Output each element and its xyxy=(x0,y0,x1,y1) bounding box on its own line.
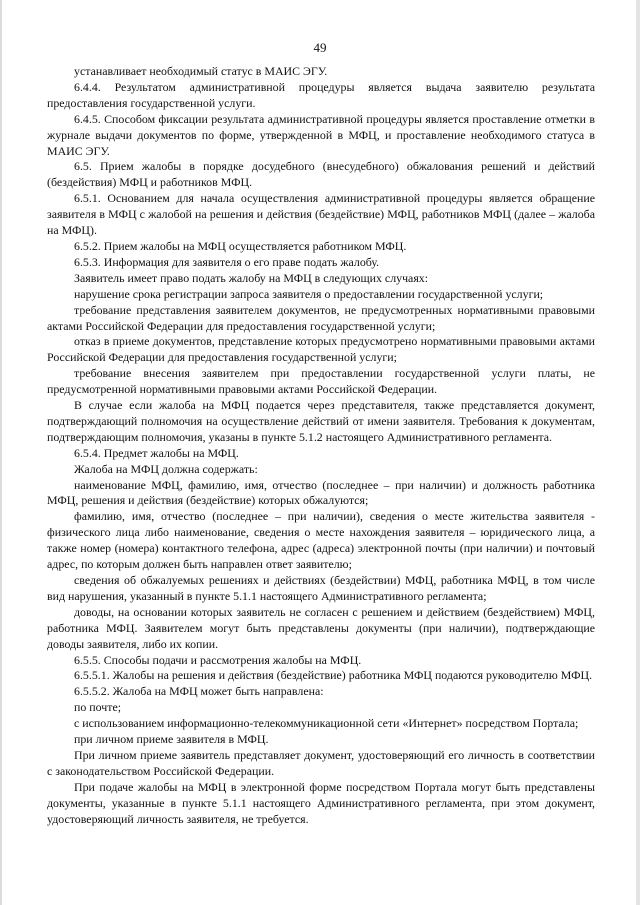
paragraph: 6.5.1. Основанием для начала осуществления административной процедуры является обращение заявителя в МФЦ с жалобой на решения и действия (бездействие) МФЦ, работников МФЦ (далее – жалоба на МФЦ). xyxy=(47,191,595,238)
paragraph: требование внесения заявителем при предоставлении государственной услуги платы, не предусмотренной нормативными правовыми актами Российской Федерации. xyxy=(47,366,595,397)
paragraph: 6.5.4. Предмет жалобы на МФЦ. xyxy=(74,445,239,460)
paragraph: При подаче жалобы на МФЦ в электронной форме посредством Портала могут быть представлены документы, указанные в пункте 5.1.1 настоящего Административного регламента, при этом документ, удостоверяющий личность заявителя, не требуется. xyxy=(47,779,595,826)
paragraph: 6.5.5.2. Жалоба на МФЦ может быть направлена: xyxy=(74,684,324,699)
paragraph: 6.4.5. Способом фиксации результата административной процедуры является проставление отметки в журнале выдачи документов по форме, утвержденной в МФЦ, и проставление необходимого статуса в МАИС ЭГУ. xyxy=(47,111,595,158)
paragraph: наименование МФЦ, фамилию, имя, отчество (последнее – при наличии) и должность работника МФЦ, решения и действия (бездействие) которых обжалуются; xyxy=(47,477,595,508)
paragraph: 6.5.5.1. Жалобы на решения и действия (бездействие) работника МФЦ подаются руководителю МФЦ. xyxy=(74,668,593,683)
paragraph: сведения об обжалуемых решениях и действиях (бездействии) МФЦ, работника МФЦ, в том числе вид нарушения, указанный в пункте 5.1.1 настоящего Административного регламента; xyxy=(47,573,595,603)
paragraph: фамилию, имя, отчество (последнее – при наличии), сведения о месте жительства заявителя - физического лица либо наименование, сведения о месте нахождения заявителя – юридического лица, а также номер (номера) контактного телефона, адрес (адреса) электронной почты (при наличии) и почтовый адрес, по которым должен быть направлен ответ заявителю; xyxy=(47,509,595,572)
paragraph: по почте; xyxy=(74,700,122,715)
paragraph: отказ в приеме документов, представление которых предусмотрено нормативными правовыми актами Российской Федерации для предоставления государственной услуги; xyxy=(47,334,595,365)
paragraph: При личном приеме заявитель представляет документ, удостоверяющий его личность в соответствии с законодательством Российской Федерации. xyxy=(47,747,595,778)
paragraph: нарушение срока регистрации запроса заявителя о предоставлении государственной услуги; xyxy=(74,286,544,301)
paragraph: Жалоба на МФЦ должна содержать: xyxy=(74,461,258,476)
paragraph: Заявитель имеет право подать жалобу на МФЦ в следующих случаях: xyxy=(74,270,429,285)
paragraph: при личном приеме заявителя в МФЦ. xyxy=(74,732,269,747)
scan-edge-left xyxy=(0,0,2,905)
paragraph: требование представления заявителем документов, не предусмотренных нормативными правовыми актами Российской Федерации для предоставления государственной услуги; xyxy=(47,302,595,333)
paragraph: 6.5.2. Прием жалобы на МФЦ осуществляется работником МФЦ. xyxy=(74,238,407,253)
paragraph: 6.4.4. Результатом административной процедуры является выдача заявителю результата предоставления государственной услуги. xyxy=(47,79,595,110)
paragraph: устанавливает необходимый статус в МАИС ЭГУ. xyxy=(74,64,328,78)
paragraph: 6.5.5. Способы подачи и рассмотрения жалобы на МФЦ. xyxy=(74,652,362,667)
page-number: 49 xyxy=(313,40,327,55)
document-body xyxy=(47,64,595,828)
scan-edge-right xyxy=(636,0,640,905)
paragraph: 6.5. Прием жалобы в порядке досудебного (внесудебного) обжалования решений и действий (бездействия) МФЦ и работников МФЦ. xyxy=(47,159,595,190)
paragraph: В случае если жалоба на МФЦ подается через представителя, также представляется документ, подтверждающий полномочия на осуществление действий от имени заявителя. Требования к документам, подтверждающим полномочия, указаны в пункте 5.1.2 настоящего Административного регламента. xyxy=(47,398,595,444)
paragraph: с использованием информационно-телекоммуникационной сети «Интернет» посредством Портала; xyxy=(74,716,579,731)
paragraph: доводы, на основании которых заявитель не согласен с решением и действием (бездействием) МФЦ, работника МФЦ. Заявителем могут быть представлены документы (при наличии), подтверждающие доводы заявителя, либо их копии. xyxy=(47,604,595,651)
paragraph: 6.5.3. Информация для заявителя о его праве подать жалобу. xyxy=(74,254,380,269)
